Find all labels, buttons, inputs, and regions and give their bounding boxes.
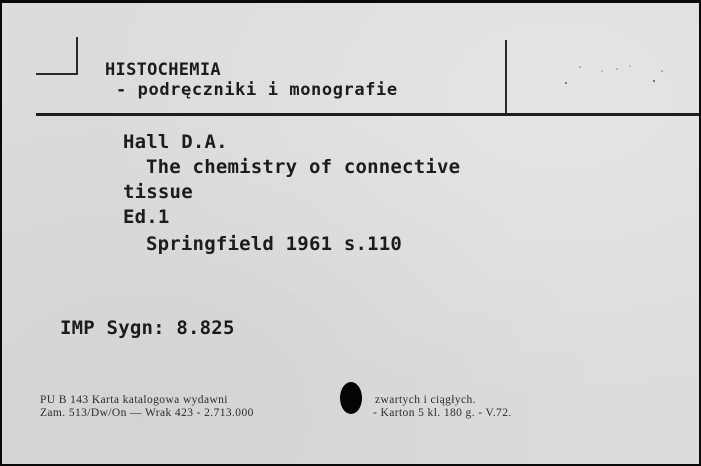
- header-divider-vertical: [505, 40, 507, 115]
- entry-author: Hall D.A.: [123, 131, 228, 153]
- header-divider-horizontal: [36, 113, 699, 116]
- footer-line2-right: - Karton 5 kl. 180 g. - V.72.: [373, 407, 512, 419]
- corner-mark-vertical: [76, 37, 78, 75]
- header-subject: HISTOCHEMIA: [105, 60, 221, 80]
- shelf-signature: IMP Sygn: 8.825: [60, 317, 235, 339]
- footer-line1-left: PU B 143 Karta katalogowa wydawni: [40, 394, 228, 406]
- entry-title-line2: tissue: [123, 181, 193, 203]
- header-subtitle: - podręczniki i monografie: [116, 80, 398, 100]
- corner-mark-horizontal: [36, 73, 78, 75]
- entry-title-line1: The chemistry of connective: [146, 156, 461, 178]
- footer-line1-right: zwartych i ciągłych.: [375, 394, 476, 406]
- paper-specks: [562, 63, 672, 88]
- entry-publication: Springfield 1961 s.110: [146, 233, 403, 255]
- footer-line2-left: Zam. 513/Dw/On — Wrak 423 - 2.713.000: [40, 407, 254, 419]
- entry-edition: Ed.1: [123, 206, 170, 228]
- punch-hole: [340, 382, 362, 414]
